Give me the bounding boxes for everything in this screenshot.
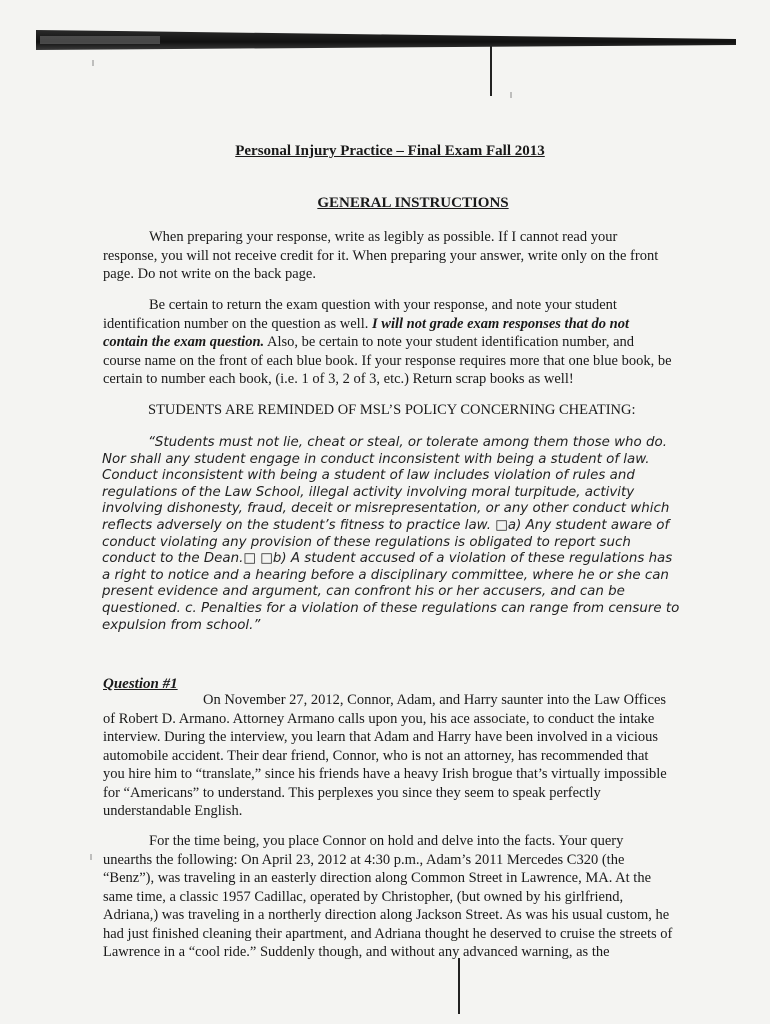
cheating-policy-quote-text: “Students must not lie, cheat or steal, or tolerate among them those who do. Nor shall any student engage in conduct inconsistent with being a student of law. Conduct inconsistent with being a student of law includes violation of rules and regulations of the Law School, illegal activity involving moral turpitude, activity involving dishonesty, fraud, deceit or misrepresentation, or any other conduct which reflects adversely on the student’s fitness to practice law. □a) Any student aware of conduct violating any provision of these regulations is obligated to report such conduct to the Dean.□ □b) A student accused of a violation of these regulations has a right to notice and a hearing before a disciplinary committee, where he or she can present evidence and argument, can confront his or her accusers, and can be questioned. c. Penalties for a violation of these regulations can range from censure to expulsion from school.” [102,435,680,633]
question-paragraph-2 [103,832,673,962]
scan-mark-top [490,46,492,96]
scan-speck [92,60,94,66]
scan-mark-bottom [458,958,460,1014]
instructions-emphasis: I will not grade exam responses that do not contain the exam question. [103,315,630,350]
scan-speck [90,854,92,860]
scan-speck [510,92,512,98]
instructions-paragraph-2-text-b: Also, be certain to note your student identification number, and course name on the front of each blue book. If your response requires more that one blue book, be certain to number each book, (i.e. 1 of 3, 2 of 3, etc.) Return scrap books as well! [103,334,672,387]
question-paragraph-2-text: For the time being, you place Connor on hold and delve into the facts. Your query unearths the following: On April 23, 2012 at 4:30 p.m., Adam’s 2011 Mercedes C320 (the “Benz”), was traveling in an easterly direction along Common Street in Lawrence, MA. At the same time, a classic 1957 Cadillac, operated by Christopher, (but owned by his girlfriend, Adriana,) was traveling in a northerly direction along Jackson Street. As was his usual custom, he had just finished cleaning their apartment, and Adriana thought he deserved to cruise the streets of Lawrence in a “cool ride.” Suddenly though, and without any advanced warning, as the [103,833,673,960]
question-paragraph-1-text: On November 27, 2012, Connor, Adam, and Harry saunter into the Law Offices of Robert D. Armano. Attorney Armano calls upon you, his ace associate, to conduct the intake interview. During the interview, you learn that Adam and Harry have been involved in a vicious automobile accident. Their dear friend, Connor, who is not an attorney, has recommended that you hire him to “translate,” since his friends have a heavy Irish brogue that’s virtually impossible for “Americans” to understand. This perplexes you since they seem to speak perfectly understandable English. [103,692,667,819]
question-paragraph-1 [103,691,673,821]
question-heading: Question #1 [103,676,178,692]
exam-title: Personal Injury Practice – Final Exam Fall 2013 [235,143,545,159]
instructions-paragraph-1-text: When preparing your response, write as legibly as possible. If I cannot read your response, you will not receive credit for it. When preparing your answer, write only on the front page. Do not write on the back page. [103,229,659,282]
scan-edge-bar-highlight [40,36,160,44]
instructions-paragraph-1 [103,228,673,284]
general-instructions-heading: GENERAL INSTRUCTIONS [317,195,509,211]
cheating-policy-heading: STUDENTS ARE REMINDED OF MSL’S POLICY CONCERNING CHEATING: [148,402,636,418]
instructions-paragraph-2 [103,296,673,389]
cheating-policy-quote [102,435,682,634]
instructions-paragraph-2-text-a: Be certain to return the exam question with your response, and note your student identification number on the question as well. [103,297,617,332]
